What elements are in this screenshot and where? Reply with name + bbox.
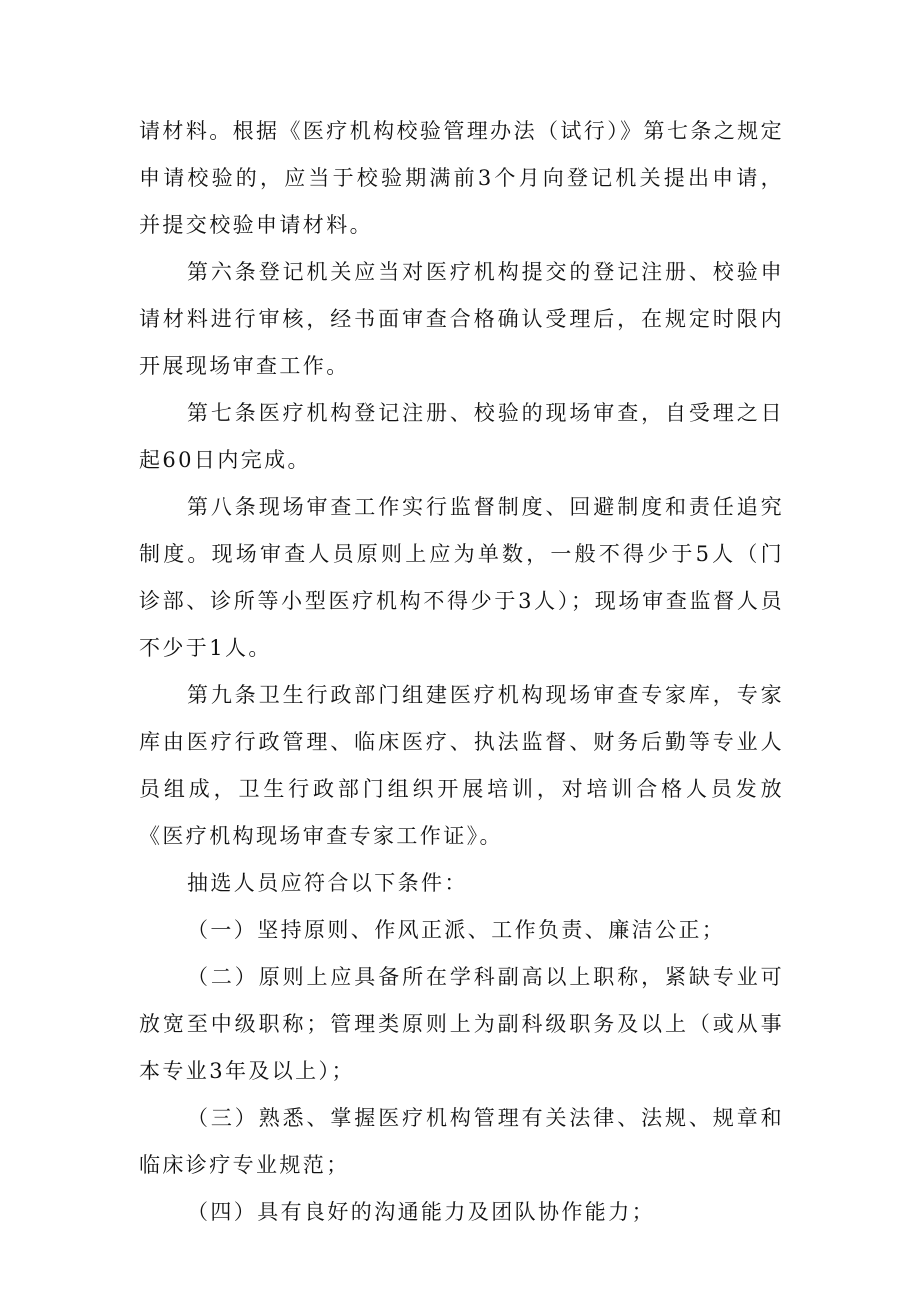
paragraph-article-8: 第八条现场审查工作实行监督制度、回避制度和责任追究制度。现场审查人员原则上应为单数，一般不得少于5人（门诊部、诊所等小型医疗机构不得少于3人）；现场审查监督人员不少于1人。 bbox=[139, 495, 784, 660]
paragraph-condition-1: （一）坚持原则、作风正派、工作负责、廉洁公正； bbox=[187, 918, 726, 942]
paragraph-continuation: 请材料。根据《医疗机构校验管理办法（试行）》第七条之规定申请校验的，应当于校验期满前3个月向登记机关提出申请，并提交校验申请材料。 bbox=[139, 119, 784, 237]
paragraph-condition-3: （三）熟悉、掌握医疗机构管理有关法律、法规、规章和临床诊疗专业规范； bbox=[139, 1106, 784, 1177]
document-body bbox=[139, 108, 784, 1236]
paragraph-article-9: 第九条卫生行政部门组建医疗机构现场审查专家库，专家库由医疗行政管理、临床医疗、执法监督、财务后勤等专业人员组成，卫生行政部门组织开展培训，对培训合格人员发放《医疗机构现场审查专家工作证》。 bbox=[139, 683, 784, 848]
paragraph-condition-4: （四）具有良好的沟通能力及团队协作能力； bbox=[187, 1200, 655, 1224]
paragraph-article-6: 第六条登记机关应当对医疗机构提交的登记注册、校验申请材料进行审核，经书面审查合格确认受理后，在规定时限内开展现场审查工作。 bbox=[139, 260, 784, 378]
paragraph-condition-2: （二）原则上应具备所在学科副高以上职称，紧缺专业可放宽至中级职称；管理类原则上为副科级职务及以上（或从事本专业3年及以上）； bbox=[139, 965, 784, 1083]
paragraph-conditions-intro: 抽选人员应符合以下条件： bbox=[187, 871, 468, 895]
paragraph-article-7: 第七条医疗机构登记注册、校验的现场审查，自受理之日起60日内完成。 bbox=[139, 401, 784, 472]
